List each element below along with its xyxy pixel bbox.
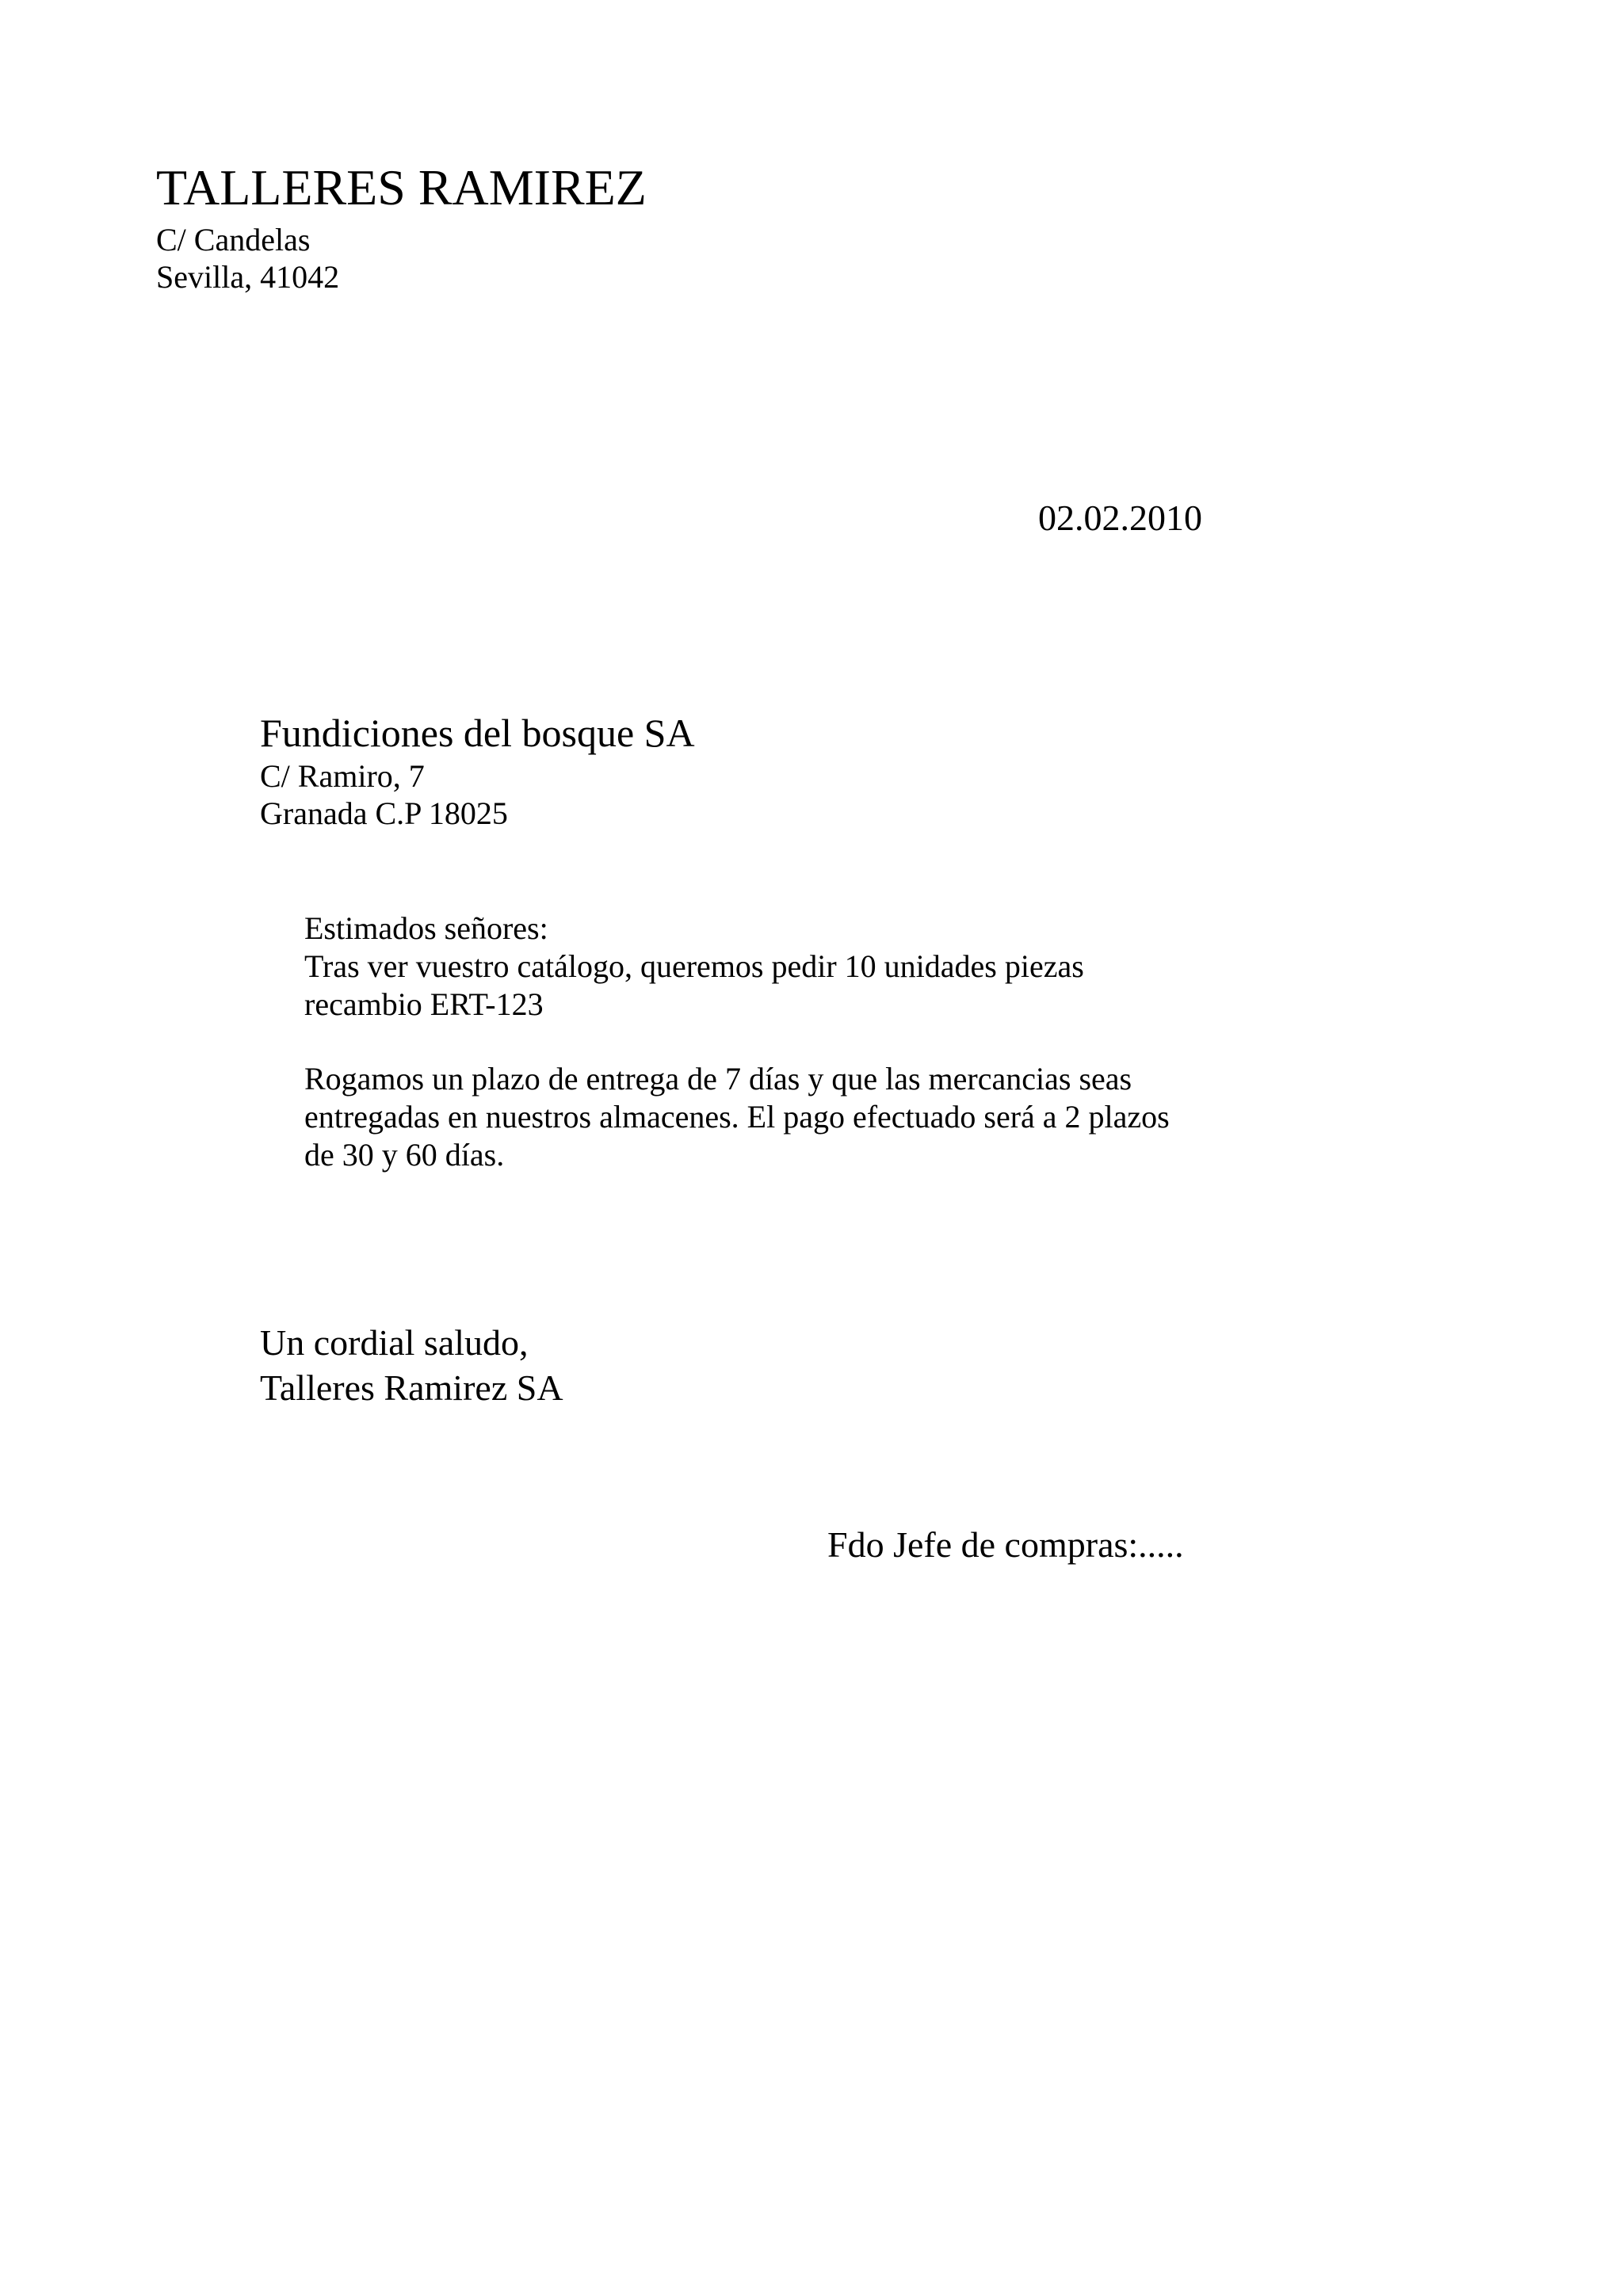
recipient-name: Fundiciones del bosque SA bbox=[260, 711, 695, 755]
paragraph1-line2: recambio ERT-123 bbox=[304, 986, 544, 1022]
paragraph2-line1: Rogamos un plazo de entrega de 7 días y que las mercancias seas bbox=[304, 1061, 1132, 1097]
paragraph2-line2: entregadas en nuestros almacenes. El pago efectuado será a 2 plazos bbox=[304, 1099, 1170, 1135]
recipient-street: C/ Ramiro, 7 bbox=[260, 758, 425, 794]
letter-date: 02.02.2010 bbox=[1038, 498, 1202, 538]
signature-line: Fdo Jefe de compras:..... bbox=[827, 1524, 1184, 1565]
closing-company: Talleres Ramirez SA bbox=[260, 1367, 563, 1408]
paragraph2-line3: de 30 y 60 días. bbox=[304, 1137, 505, 1173]
paragraph1-line1: Tras ver vuestro catálogo, queremos pedir 10 unidades piezas bbox=[304, 948, 1084, 984]
recipient-city: Granada C.P 18025 bbox=[260, 795, 508, 831]
sender-name: TALLERES RAMIREZ bbox=[156, 159, 647, 215]
sender-street: C/ Candelas bbox=[156, 222, 311, 257]
closing-salutation: Un cordial saludo, bbox=[260, 1322, 529, 1363]
sender-city: Sevilla, 41042 bbox=[156, 259, 340, 295]
greeting: Estimados señores: bbox=[304, 910, 548, 946]
